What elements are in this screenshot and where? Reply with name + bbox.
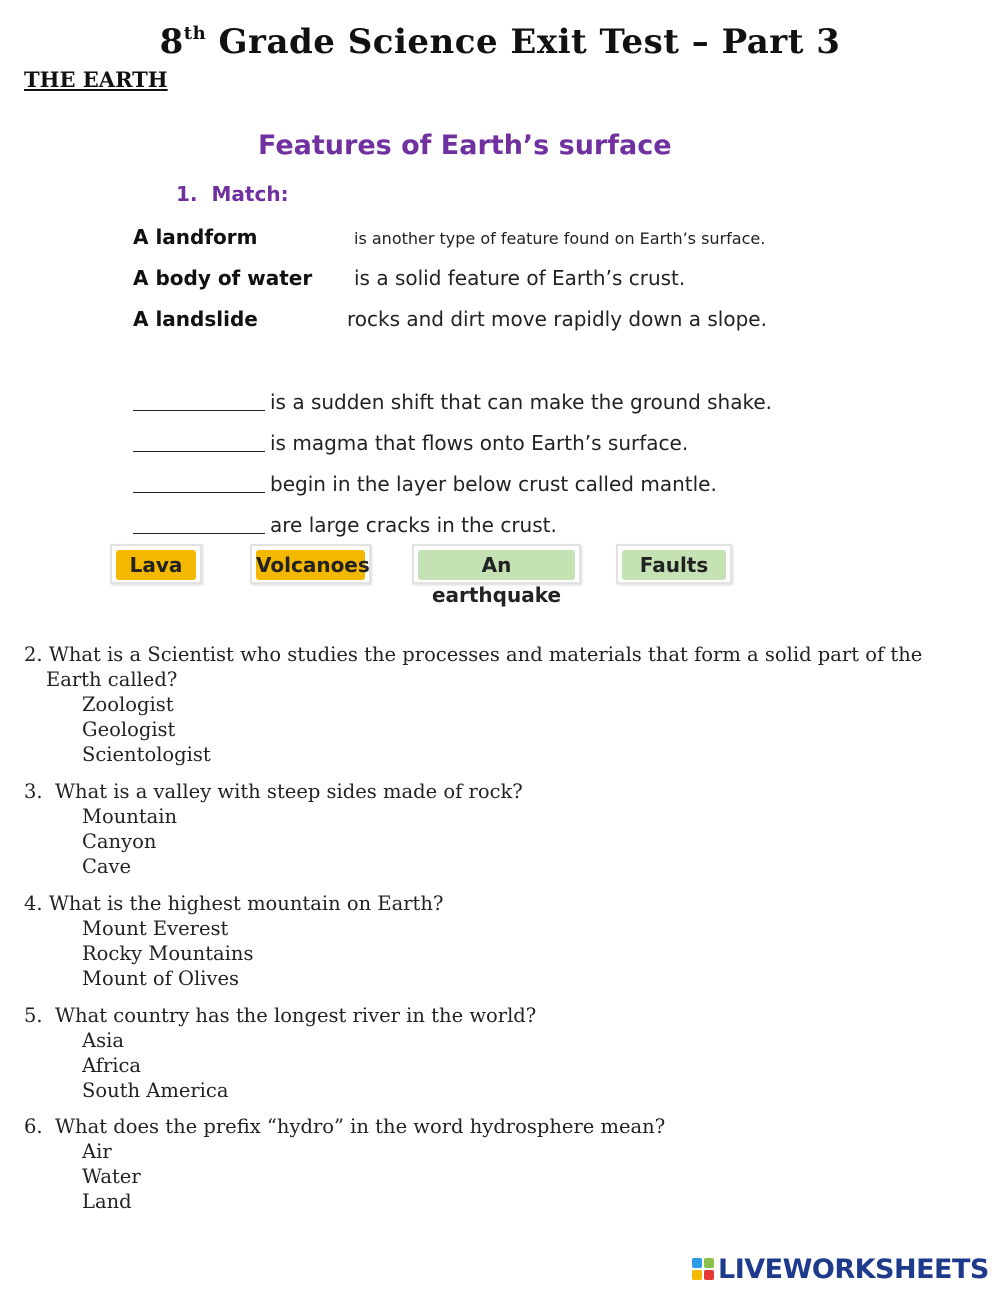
answer-option[interactable]: Mount of Olives (82, 967, 240, 990)
question-6: 6. What does the prefix “hydro” in the word hydrosphere mean? (24, 1115, 666, 1138)
worksheet-instruction: 1. Match: (176, 182, 289, 206)
worksheet-title: Features of Earth’s surface (258, 130, 672, 161)
answer-option[interactable]: Rocky Mountains (82, 942, 254, 965)
liveworksheets-logo-icon (692, 1258, 714, 1280)
page-title: 8th Grade Science Exit Test – Part 3 (159, 22, 841, 62)
answer-chip-lava[interactable]: Lava (110, 544, 202, 584)
fill-blank-row: is a sudden shift that can make the ground shake. (133, 390, 772, 414)
fill-blank-row: are large cracks in the crust. (133, 513, 557, 537)
answer-option[interactable]: Scientologist (82, 743, 211, 766)
answer-option[interactable]: Cave (82, 855, 132, 878)
answer-option[interactable]: Mountain (82, 805, 178, 828)
answer-option[interactable]: Geologist (82, 718, 176, 741)
answer-option[interactable]: Africa (82, 1054, 142, 1077)
match-definition: is a solid feature of Earth’s crust. (354, 266, 686, 290)
answer-option[interactable]: Water (82, 1165, 141, 1188)
question-5: 5. What country has the longest river in the world? (24, 1004, 537, 1027)
answer-chip-volcanoes[interactable]: Volcanoes (250, 544, 371, 584)
answer-option[interactable]: Air (82, 1140, 112, 1163)
answer-chip-earthquake[interactable]: An earthquake (412, 544, 581, 584)
answer-blank[interactable] (133, 390, 265, 411)
answer-blank[interactable] (133, 431, 265, 452)
fill-blank-row: begin in the layer below crust called mantle. (133, 472, 717, 496)
answer-option[interactable]: Zoologist (82, 693, 174, 716)
match-definition: rocks and dirt move rapidly down a slope. (347, 307, 767, 331)
match-term: A landform (133, 225, 258, 249)
match-term: A landslide (133, 307, 258, 331)
answer-chip-faults[interactable]: Faults (616, 544, 732, 584)
answer-option[interactable]: Mount Everest (82, 917, 229, 940)
question-3: 3. What is a valley with steep sides made of rock? (24, 780, 523, 803)
answer-option[interactable]: Canyon (82, 830, 157, 853)
answer-blank[interactable] (133, 472, 265, 493)
liveworksheets-logo: LIVEWORKSHEETS (692, 1254, 989, 1284)
question-2: 2. What is a Scientist who studies the processes and materials that form a solid part of the Earth called? (24, 643, 923, 691)
question-4: 4. What is the highest mountain on Earth? (24, 892, 444, 915)
answer-option[interactable]: Land (82, 1190, 132, 1213)
section-heading: THE EARTH (24, 67, 168, 92)
fill-blank-row: is magma that flows onto Earth’s surface. (133, 431, 688, 455)
match-term: A body of water (133, 266, 313, 290)
match-definition: is another type of feature found on Earth’s surface. (354, 229, 766, 248)
answer-option[interactable]: Asia (82, 1029, 124, 1052)
answer-option[interactable]: South America (82, 1079, 229, 1102)
answer-blank[interactable] (133, 513, 265, 534)
